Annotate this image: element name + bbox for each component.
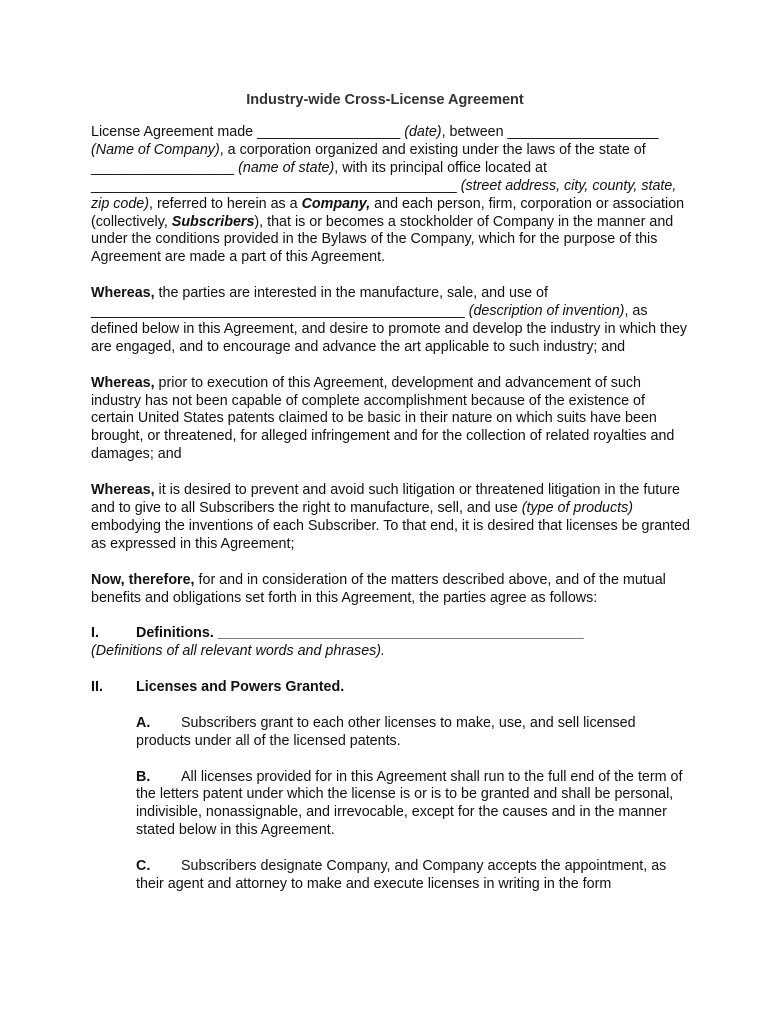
now-therefore-text: for and in consideration of the matters described above, and of the mutual benefits and obligations set forth in this Agreement, the parties agree as follows: [91,571,666,606]
whereas-text: embodying the inventions of each Subscriber. To that end, it is desired that licenses be granted as expressed in this Agreement; [91,517,690,552]
subscribers-term: Subscribers [171,213,255,230]
section-title: Definitions. ______________________________________________ [136,625,584,642]
whereas-text: the parties are interested in the manufacture, sale, and use of _______________________________________________ [91,285,548,320]
company-name-hint: (Name of Company) [91,141,220,158]
whereas-lead: Whereas, [91,482,155,499]
document-body [91,124,691,912]
subsection-a [136,715,691,751]
whereas-paragraph-3 [91,482,691,554]
subsection-text: Subscribers grant to each other licenses to make, use, and sell licensed products under all of the licensed patents. [136,714,636,749]
date-hint: (date) [404,124,442,140]
subsection-number: C. [136,858,151,875]
subsection-number: B. [136,768,151,785]
intro-paragraph [91,124,691,267]
subsection-c [136,858,691,894]
subsection-b [136,769,691,841]
subsection-text: Subscribers designate Company, and Company accepts the appointment, as their agent and attorney to make and execute licenses in writing in the form [136,858,667,892]
state-hint: (name of state) [238,159,335,176]
company-term: Company, [301,195,371,212]
intro-text: , between ___________________ [441,124,659,140]
whereas-paragraph-1 [91,285,691,357]
intro-text: , referred to herein as a [149,195,302,212]
whereas-lead: Whereas, [91,285,155,302]
definitions-note: (Definitions of all relevant words and phrases). [91,643,386,660]
section-2-heading [91,679,691,697]
section-number: I. [91,625,99,642]
section-number: II. [91,679,103,695]
whereas-text: prior to execution of this Agreement, development and advancement of such industry has not been capable of complete accomplishment because of the existence of certain United States patents claimed to be basic in their nature on which suits have been brought, or threatened, for alleged infringement and for the collection of related royalties and damages; and [91,374,675,463]
subsection-number: A. [136,714,151,731]
whereas-lead: Whereas, [91,374,155,391]
intro-text: , with its principal office located at ______________________________________________ [91,159,547,194]
document-title: Industry-wide Cross-License Agreement [246,92,524,108]
whereas-text: , as defined below in this Agreement, and desire to promote and develop the industry in which they are engaged, and to encourage and advance the art applicable to such industry; and [91,303,688,355]
section-title: Licenses and Powers Granted. [136,679,345,695]
intro-text: License Agreement made __________________ [91,124,405,140]
now-therefore-paragraph [91,572,691,608]
section-1 [91,625,691,661]
intro-text: and each person, firm, corporation or association (collectively, [91,195,685,230]
address-hint: (street address, city, county, state, zip code) [91,177,677,212]
products-hint: (type of products) [521,499,633,516]
now-therefore-lead: Now, therefore, [91,571,195,588]
whereas-text: it is desired to prevent and avoid such litigation or threatened litigation in the future and to give to all Subscribers the right to manufacture, sell, and use [91,482,680,516]
intro-text: ), that is or becomes a stockholder of Company in the manner and under the conditions provided in the Bylaws of the Company, which for the purpose of this Agreement are made a part of this Agreement. [91,213,674,266]
invention-hint: (description of invention) [468,303,625,320]
subsection-text: All licenses provided for in this Agreement shall run to the full end of the term of the letters patent under which the license is or is to be granted and shall be personal, indivisible, nonassignable, and irrevocable, except for the causes and in the manner stated below in this Agreement. [136,768,683,839]
intro-text: , a corporation organized and existing under the laws of the state of __________________ [91,141,646,176]
whereas-paragraph-2 [91,375,691,465]
